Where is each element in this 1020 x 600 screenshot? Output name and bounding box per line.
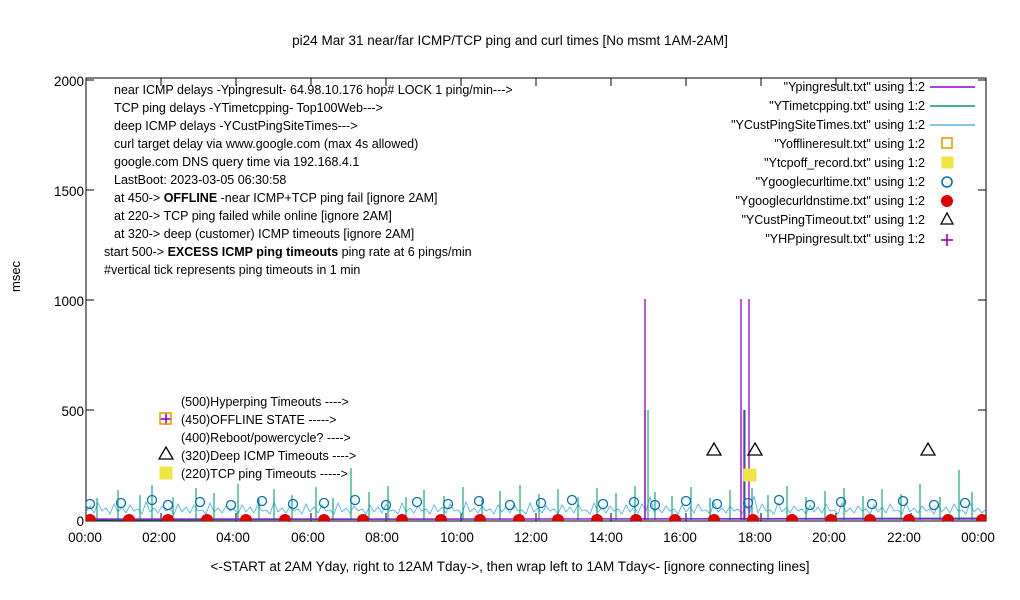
note-4: google.com DNS query time via 192.168.4.1 [114,155,360,169]
inline-legend-samples [159,413,173,479]
inline-legend-label-0: (500)Hyperping Timeouts ----> [181,395,349,409]
x-tick-7: 14:00 [589,530,623,545]
note-excess-pre: start 500-> [104,245,168,259]
legend-label-1: "YTimetcpping.txt" using 1:2 [769,99,925,113]
inline-legend-label-3: (320)Deep ICMP Timeouts ----> [181,449,357,463]
y-tick-1500: 1500 [53,184,84,199]
inline-legend-label-2: (400)Reboot/powercycle? ----> [181,431,351,445]
triangle-open-icon [159,447,173,459]
note-tcpfail: at 220-> TCP ping failed while online [ignore 2AM] [114,209,392,223]
legend-label-8: "YHPpingresult.txt" using 1:2 [765,232,925,246]
plot-frame [86,78,986,521]
y-tick-1000: 1000 [53,294,84,309]
legend-label-4: "Ytcpoff_record.txt" using 1:2 [764,156,925,170]
note-offline-pre: at 450-> [114,191,164,205]
page-title: pi24 Mar 31 near/far ICMP/TCP ping and curl times [No msmt 1AM-2AM] [292,33,728,48]
legend-label-0: "Ypingresult.txt" using 1:2 [783,80,925,94]
x-tick-10: 20:00 [812,530,846,545]
legend-samples [930,87,975,246]
x-axis-label: <-START at 2AM Yday, right to 12AM Tday->, then wrap left to 1AM Tday<- [ignore connecting lines] [210,559,810,574]
x-axis-ticks [86,78,986,521]
note-1: TCP ping delays -YTimetcpping- Top100Web---> [114,101,383,115]
note-5: LastBoot: 2023-03-05 06:30:58 [114,173,287,187]
x-tick-12: 00:00 [961,530,995,545]
legend-label-3: "Yofflineresult.txt" using 1:2 [774,137,925,151]
note-excess-post: ping rate at 6 pings/min [338,245,472,259]
series-ypingresult [86,299,986,520]
x-tick-6: 12:00 [514,530,548,545]
note-offline-post: -near ICMP+TCP ping fail [ignore 2AM] [217,191,438,205]
x-tick-2: 04:00 [216,530,250,545]
legend-label-7: "YCustPingTimeout.txt" using 1:2 [741,213,925,227]
x-tick-11: 22:00 [887,530,921,545]
y-tick-500: 500 [61,404,84,419]
note-deepicmp: at 320-> deep (customer) ICMP timeouts [ignore 2AM] [114,227,415,241]
note-verticaltick: #vertical tick represents ping timeouts in 1 min [104,263,361,277]
y-axis-label: msec [8,260,23,292]
plot-series [85,299,988,526]
note-offline-bold: OFFLINE [163,191,218,205]
inline-legend-label-4: (220)TCP ping Timeouts -----> [181,467,348,481]
x-tick-4: 08:00 [365,530,399,545]
y-axis-ticks [86,80,986,520]
legend-label-6: "Ygooglecurldnstime.txt" using 1:2 [735,194,925,208]
note-0: near ICMP delays -Ypingresult- 64.98.10.176 hop# LOCK 1 ping/min---> [114,83,513,97]
note-3: curl target delay via www.google.com (max 4s allowed) [114,137,419,151]
x-tick-5: 10:00 [440,530,474,545]
series-googlecurltime [86,496,970,510]
legend-label-5: "Ygooglecurltime.txt" using 1:2 [755,175,925,189]
x-tick-3: 06:00 [291,530,325,545]
y-tick-0: 0 [76,514,84,529]
x-tick-1: 02:00 [142,530,176,545]
note-2: deep ICMP delays -YCustPingSiteTimes---> [114,119,358,133]
x-tick-0: 00:00 [68,530,102,545]
series-tcpoff-record [744,469,756,481]
y-tick-2000: 2000 [53,74,84,89]
note-excess-bold: EXCESS ICMP ping timeouts [167,245,339,259]
x-tick-8: 16:00 [663,530,697,545]
series-custpingsitetimes [86,496,986,514]
inline-legend-label-1: (450)OFFLINE STATE -----> [181,413,337,427]
x-tick-9: 18:00 [738,530,772,545]
legend-label-2: "YCustPingSiteTimes.txt" using 1:2 [731,118,925,132]
square-filled-icon [160,467,172,479]
